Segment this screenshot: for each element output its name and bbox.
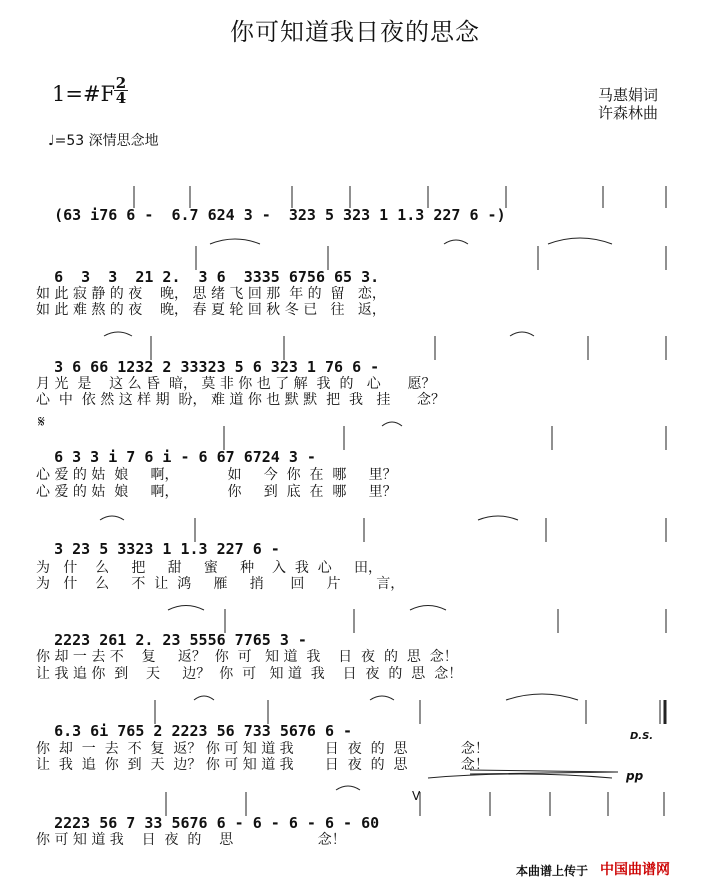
composer-credit: 许森林曲 (597, 104, 658, 122)
lyric-line-8-verse-1: 你 可 知 道 我 日 夜 的 思 念！ (36, 832, 346, 848)
time-signature-top: 2 (115, 74, 127, 92)
site-logo: 中国曲谱网 (600, 862, 670, 878)
lyric-line-5-verse-2: 为 什 么 不 让 鸿 雁 捎 回 片 言， (36, 576, 405, 592)
notation-text: 3 6 66 1232 2 33323 5 6 323 1 76 6 - (54, 358, 380, 376)
dynamic-marking: pp (626, 769, 644, 783)
breath-mark: V (412, 789, 421, 803)
lyric-line-3-verse-2: 心 中 依 然 这 样 期 盼， 难 道 你 也 默 默 把 我 挂 念？ (36, 392, 446, 408)
lyric-line-3-verse-1: 月 光 是 这 么 昏 暗， 莫 非 你 也 了 解 我 的 心 愿？ (36, 376, 436, 392)
lyric-line-6-verse-1: 你 却 一 去 不 复 返？ 你 可 知 道 我 日 夜 的 思 念！ (36, 649, 458, 665)
notation-text: 6.3 6i 765 2 2223 56 733 5676 6 - (54, 722, 353, 740)
lyric-line-7-verse-2: 让 我 追 你 到 天 边？ 你 可 知 道 我 日 夜 的 思 念！ (36, 757, 489, 773)
time-signature-bottom: 4 (115, 89, 127, 107)
notation-text: 2223 56 7 33 5676 6 - 6 - 6 - 6 - 60 (54, 814, 380, 832)
notation-text: 2223 261 2. 23 5556 7765 3 - (54, 631, 307, 649)
lyric-line-4-verse-2: 心 爱 的 姑 娘 啊， 你 到 底 在 哪 里？ (36, 484, 397, 500)
lyric-line-2-verse-1: 如 此 寂 静 的 夜 晚， 思 绪 飞 回 那 年 的 留 恋， (36, 286, 386, 302)
lyric-line-7-verse-1: 你 却 一 去 不 复 返？ 你 可 知 道 我 日 夜 的 思 念！ (36, 741, 489, 757)
footer-upload-text: 本曲谱上传于 (516, 864, 589, 878)
notation-text: 6 3 3 21 2. 3 6 3335 6756 65 3. (54, 268, 380, 286)
notation-text: 3 23 5 3323 1 1.3 227 6 - (54, 540, 280, 558)
lyric-line-5-verse-1: 为 什 么 把 甜 蜜 种 入 我 心 田， (36, 560, 383, 576)
tempo-marking: ♩=53 深情思念地 (48, 133, 159, 149)
lyric-line-2-verse-2: 如 此 难 熬 的 夜 晚， 春 夏 轮 回 秋 冬 已 往 返， (36, 302, 386, 318)
notation-text: (63 i76 6 - 6.7 624 3 - 323 5 323 1 1.3 227 6 -) (54, 206, 506, 224)
lyric-line-4-verse-1: 心 爱 的 姑 娘 啊， 如 今 你 在 哪 里？ (36, 467, 397, 483)
notation-text: 6 3 3 i 7 6 i - 6 67 6724 3 - (54, 448, 316, 466)
lyricist-credit: 马惠娟词 (597, 86, 658, 104)
segno-sign: 𝄋 (38, 412, 45, 431)
key-signature: 1=#F (52, 82, 116, 106)
song-title: 你可知道我日夜的思念 (230, 18, 480, 46)
ds-marking: D.S. (630, 731, 654, 742)
lyric-line-6-verse-2: 让 我 追 你 到 天 边？ 你 可 知 道 我 日 夜 的 思 念！ (36, 666, 463, 682)
